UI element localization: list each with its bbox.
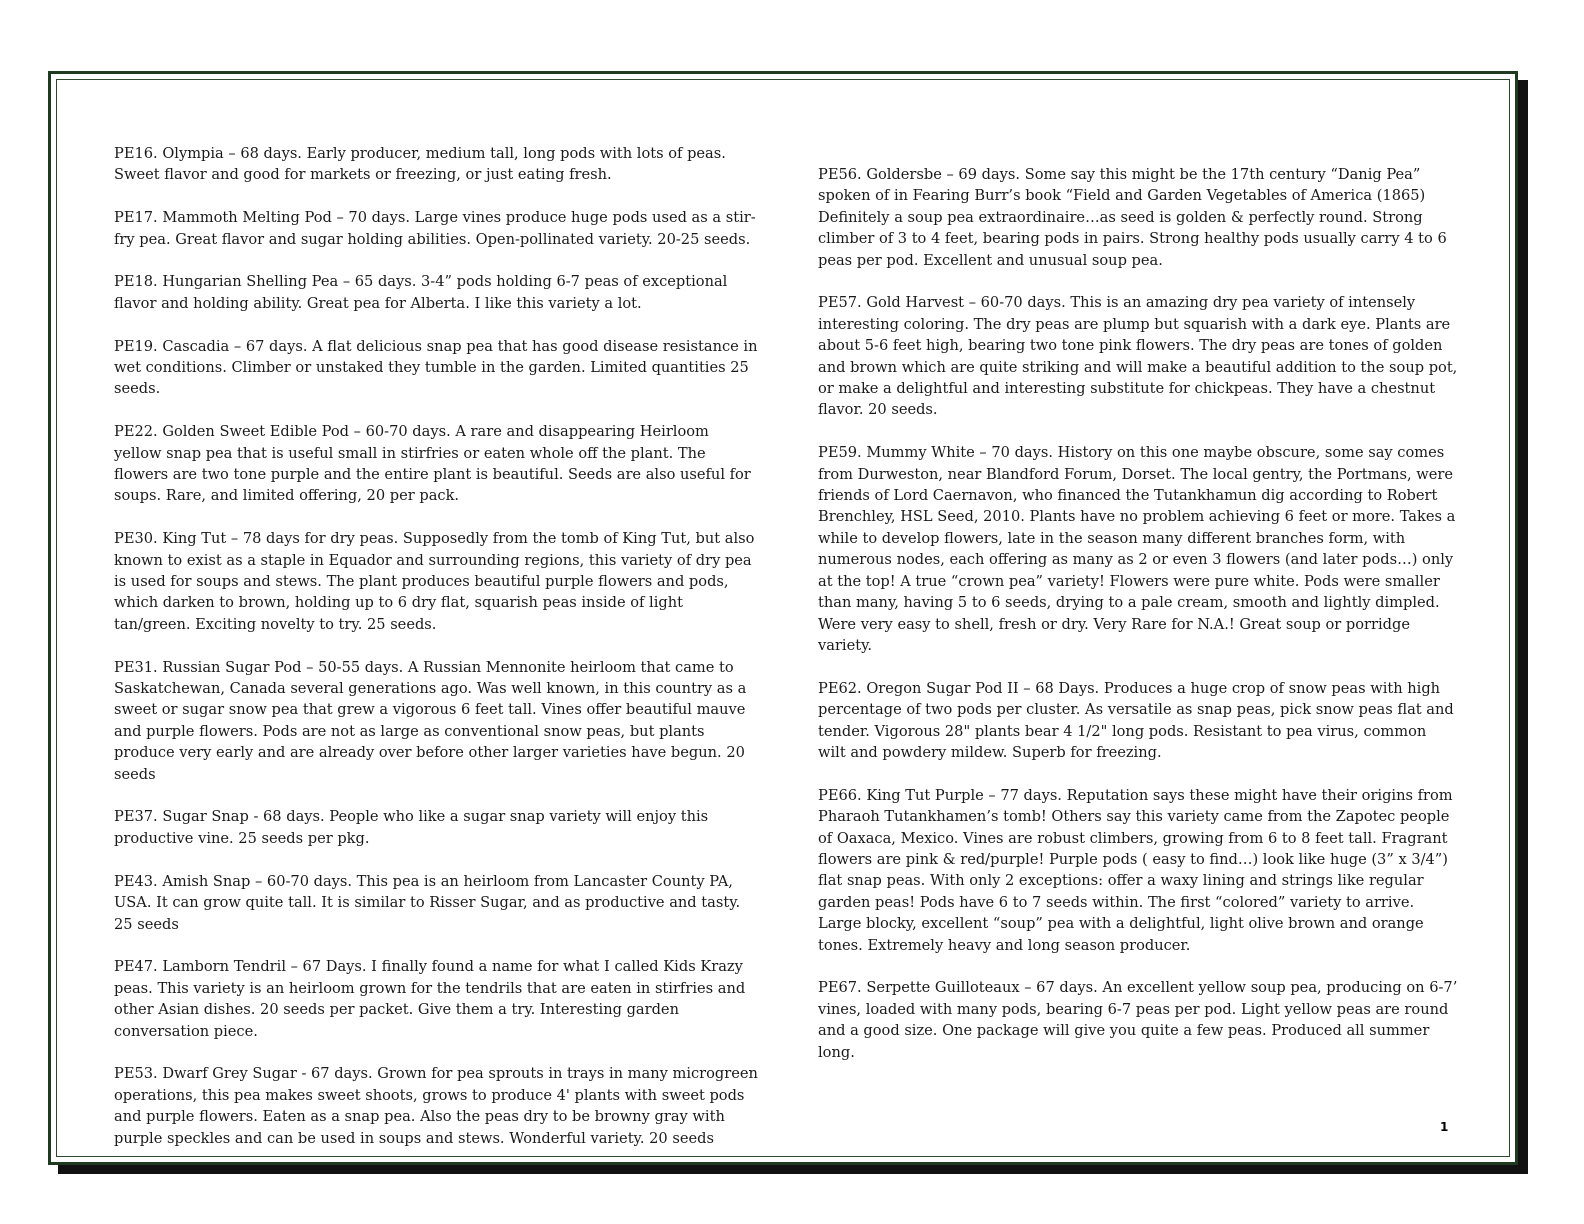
catalog-entry-pe19: PE19. Cascadia – 67 days. A flat delicious snap pea that has good disease resistance in wet conditions. Climber or unstaked they tumble in the garden. Limited quantities 25 seeds.	[114, 337, 758, 398]
catalog-entry-pe47: PE47. Lamborn Tendril – 67 Days. I finally found a name for what I called Kids Krazy peas. This variety is an heirloom grown for the tendrils that are eaten in stirfries and other Asian dishes. 20 seeds per packet. Give them a try. Interesting garden conversation piece.	[114, 958, 746, 1040]
catalog-entry-pe37: PE37. Sugar Snap - 68 days. People who like a sugar snap variety will enjoy this productive vine. 25 seeds per pkg.	[114, 808, 709, 847]
catalog-entry-pe56: PE56. Goldersbe – 69 days. Some say this might be the 17th century “Danig Pea” spoken of in Fearing Burr’s book “Field and Garden Vegetables of America (1865) Definitely a soup pea extraordinaire…as seed is golden & perfectly round. Strong climber of 3 to 4 feet, bearing pods in pairs. Strong healthy pods usually carry 4 to 6 peas per pod. Excellent and unusual soup pea.	[818, 166, 1447, 269]
catalog-entry-pe17: PE17. Mammoth Melting Pod – 70 days. Large vines produce huge pods used as a stir-fry pea. Great flavor and sugar holding abilities. Open-pollinated variety. 20-25 seeds.	[114, 209, 756, 248]
catalog-entry-pe18: PE18. Hungarian Shelling Pea – 65 days. 3-4” pods holding 6-7 peas of exceptional flavor and holding ability. Great pea for Alberta. I like this variety a lot.	[114, 273, 728, 312]
right-column	[818, 164, 1458, 1084]
page-number: 1	[1440, 1120, 1449, 1134]
catalog-entry-pe53: PE53. Dwarf Grey Sugar - 67 days. Grown for pea sprouts in trays in many microgreen operations, this pea makes sweet shoots, grows to produce 4' plants with sweet pods and purple flowers. Eaten as a snap pea. Also the peas dry to be browny gray with purple speckles and can be used in soups and stews. Wonderful variety. 20 seeds	[114, 1065, 758, 1147]
catalog-entry-pe59: PE59. Mummy White – 70 days. History on this one maybe obscure, some say comes from Durweston, near Blandford Forum, Dorset. The local gentry, the Portmans, were friends of Lord Caernavon, who financed the Tutankhamun dig according to Robert Brenchley, HSL Seed, 2010. Plants have no problem achieving 6 feet or more. Takes a while to develop flowers, late in the season many different branches form, with numerous nodes, each offering as many as 2 or even 3 flowers (and later pods…) only at the top! A true “crown pea” variety! Flowers were pure white. Pods were smaller than many, having 5 to 6 seeds, drying to a pale cream, smooth and lightly dimpled. Were very easy to shell, fresh or dry. Very Rare for N.A.! Great soup or porridge variety.	[818, 444, 1456, 654]
catalog-entry-pe30: PE30. King Tut – 78 days for dry peas. Supposedly from the tomb of King Tut, but also known to exist as a staple in Equador and surrounding regions, this variety of dry pea is used for soups and stews. The plant produces beautiful purple flowers and pods, which darken to brown, holding up to 6 dry flat, squarish peas inside of light tan/green. Exciting novelty to try. 25 seeds.	[114, 530, 755, 633]
catalog-entry-pe67: PE67. Serpette Guilloteaux – 67 days. An excellent yellow soup pea, producing on 6-7’ vines, loaded with many pods, bearing 6-7 peas per pod. Light yellow peas are round and a good size. One package will give you quite a few peas. Produced all summer long.	[818, 979, 1458, 1061]
left-column	[114, 143, 760, 1170]
catalog-entry-pe57: PE57. Gold Harvest – 60-70 days. This is an amazing dry pea variety of intensely interesting coloring. The dry peas are plump but squarish with a dark eye. Plants are about 5-6 feet high, bearing two tone pink flowers. The dry peas are tones of golden and brown which are quite striking and will make a beautiful addition to the soup pot, or make a delightful and interesting substitute for chickpeas. They have a chestnut flavor. 20 seeds.	[818, 294, 1458, 419]
catalog-entry-pe66: PE66. King Tut Purple – 77 days. Reputation says these might have their origins from Pharaoh Tutankhamen’s tomb! Others say this variety came from the Zapotec people of Oaxaca, Mexico. Vines are robust climbers, growing from 6 to 8 feet tall. Fragrant flowers are pink & red/purple! Purple pods ( easy to find…) look like huge (3” x 3/4”) flat snap peas. With only 2 exceptions: offer a waxy lining and strings like regular garden peas! Pods have 6 to 7 seeds within. The first “colored” variety to arrive. Large blocky, excellent “soup” pea with a delightful, light olive brown and orange tones. Extremely heavy and long season producer.	[818, 786, 1453, 954]
catalog-entry-pe62: PE62. Oregon Sugar Pod II – 68 Days. Produces a huge crop of snow peas with high percentage of two pods per cluster. As versatile as snap peas, pick snow peas flat and tender. Vigorous 28" plants bear 4 1/2" long pods. Resistant to pea virus, common wilt and powdery mildew. Superb for freezing.	[818, 679, 1454, 761]
catalog-entry-pe43: PE43. Amish Snap – 60-70 days. This pea is an heirloom from Lancaster County PA, USA. It can grow quite tall. It is similar to Risser Sugar, and as productive and tasty. 25 seeds	[114, 872, 741, 933]
catalog-entry-pe22: PE22. Golden Sweet Edible Pod – 60-70 days. A rare and disappearing Heirloom yellow snap pea that is useful small in stirfries or eaten whole off the plant. The flowers are two tone purple and the entire plant is beautiful. Seeds are also useful for soups. Rare, and limited offering, 20 per pack.	[114, 423, 751, 505]
catalog-entry-pe16: PE16. Olympia – 68 days. Early producer, medium tall, long pods with lots of peas. Sweet flavor and good for markets or freezing, or just eating fresh.	[114, 145, 726, 184]
catalog-entry-pe31: PE31. Russian Sugar Pod – 50-55 days. A Russian Mennonite heirloom that came to Saskatchewan, Canada several generations ago. Was well known, in this country as a sweet or sugar snow pea that grew a vigorous 6 feet tall. Vines offer beautiful mauve and purple flowers. Pods are not as large as conventional snow peas, but plants produce very early and are already over before other larger varieties have begun. 20 seeds	[114, 658, 747, 783]
